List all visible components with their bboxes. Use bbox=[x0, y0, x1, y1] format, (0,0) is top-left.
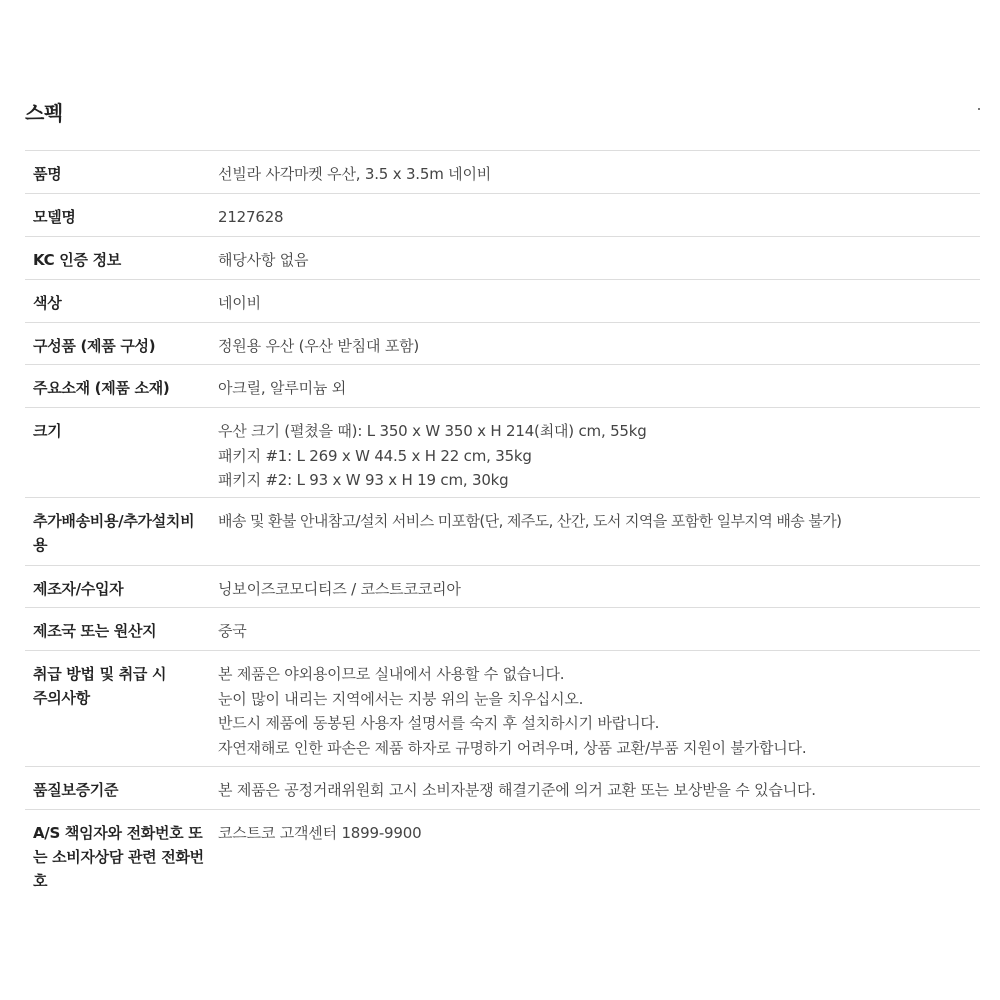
spec-value-line: 눈이 많이 내리는 지역에서는 지붕 위의 눈을 치우십시오. bbox=[218, 689, 584, 708]
section-title: 스펙 bbox=[25, 101, 63, 125]
spec-value bbox=[205, 334, 980, 353]
spec-label: KC 인증 정보 bbox=[33, 251, 121, 269]
spec-label: 취급 방법 및 취급 시 주의사항 bbox=[33, 665, 167, 707]
spec-label: 추가배송비용/추가설치비용 bbox=[33, 512, 195, 554]
spec-value bbox=[205, 662, 980, 755]
spec-value-line: 아크릴, 알루미늄 외 bbox=[218, 379, 347, 397]
spec-value-line: 해당사항 없음 bbox=[218, 251, 309, 269]
spec-value-line: 닝보이즈코모디티즈 / 코스트코코리아 bbox=[218, 580, 461, 598]
section-divider-mark bbox=[978, 108, 980, 110]
spec-value bbox=[205, 291, 980, 311]
spec-value bbox=[205, 619, 980, 639]
spec-row-product-name bbox=[25, 150, 980, 193]
spec-value bbox=[205, 205, 980, 225]
spec-value-line: 반드시 제품에 동봉된 사용자 설명서를 숙지 후 설치하시기 바랍니다. bbox=[218, 714, 660, 732]
spec-value bbox=[205, 577, 980, 596]
spec-label: 품명 bbox=[33, 165, 62, 183]
spec-label: 품질보증기준 bbox=[33, 781, 119, 799]
spec-table bbox=[25, 150, 980, 899]
spec-value bbox=[205, 778, 980, 798]
spec-label: 주요소재 (제품 소재) bbox=[33, 379, 170, 397]
spec-row-model bbox=[25, 193, 980, 236]
spec-value-line: 코스트코 고객센터 1899-9900 bbox=[218, 824, 422, 842]
spec-value-line: 정원용 우산 (우산 받침대 포함) bbox=[218, 337, 420, 355]
spec-label: 모델명 bbox=[33, 208, 76, 226]
spec-value bbox=[205, 248, 980, 268]
spec-row-manufacturer bbox=[25, 565, 980, 607]
spec-value-line: 중국 bbox=[218, 622, 247, 640]
spec-value-line: 본 제품은 공정거래위원회 고시 소비자분쟁 해결기준에 의거 교환 또는 보상받을 수 있습니다. bbox=[218, 781, 816, 799]
spec-value bbox=[205, 376, 980, 396]
spec-row-material bbox=[25, 364, 980, 407]
spec-row-color bbox=[25, 279, 980, 322]
spec-value-line: 자연재해로 인한 파손은 제품 하자로 규명하기 어려우며, 상품 교환/부품 지원이 불가합니다. bbox=[218, 738, 807, 757]
spec-value bbox=[205, 821, 980, 888]
spec-label: A/S 책임자와 전화번호 또는 소비자상담 관련 전화번호 bbox=[33, 824, 204, 890]
spec-value bbox=[205, 419, 980, 489]
spec-value-line: 네이비 bbox=[218, 294, 261, 312]
spec-row-warranty bbox=[25, 766, 980, 809]
spec-value-line: 본 제품은 야외용이므로 실내에서 사용할 수 없습니다. bbox=[218, 665, 565, 683]
spec-row-extra-cost bbox=[25, 497, 980, 565]
spec-label: 제조국 또는 원산지 bbox=[33, 622, 157, 640]
spec-row-kc-cert bbox=[25, 236, 980, 279]
spec-value-line: 패키지 #1: L 269 x W 44.5 x H 22 cm, 35kg bbox=[218, 446, 532, 465]
spec-row-as-contact bbox=[25, 809, 980, 899]
spec-row-size bbox=[25, 407, 980, 497]
spec-label: 색상 bbox=[33, 294, 62, 312]
spec-label: 제조자/수입자 bbox=[33, 580, 124, 598]
spec-value-line: 2127628 bbox=[218, 208, 284, 226]
spec-value bbox=[205, 162, 980, 182]
spec-label: 크기 bbox=[33, 422, 62, 440]
spec-value-line: 선빌라 사각마켓 우산, 3.5 x 3.5m 네이비 bbox=[218, 165, 492, 183]
spec-value-line: 우산 크기 (펼쳤을 때): L 350 x W 350 x H 214(최대) cm, 55kg bbox=[218, 422, 647, 440]
spec-row-handling bbox=[25, 650, 980, 766]
spec-row-components bbox=[25, 322, 980, 364]
spec-label: 구성품 (제품 구성) bbox=[33, 337, 156, 355]
spec-value-line: 배송 및 환불 안내참고/설치 서비스 미포함(단, 제주도, 산간, 도서 지역을 포함한 일부지역 배송 불가) bbox=[218, 512, 842, 530]
spec-value-line: 패키지 #2: L 93 x W 93 x H 19 cm, 30kg bbox=[218, 471, 509, 489]
spec-value bbox=[205, 509, 980, 554]
spec-row-origin bbox=[25, 607, 980, 650]
